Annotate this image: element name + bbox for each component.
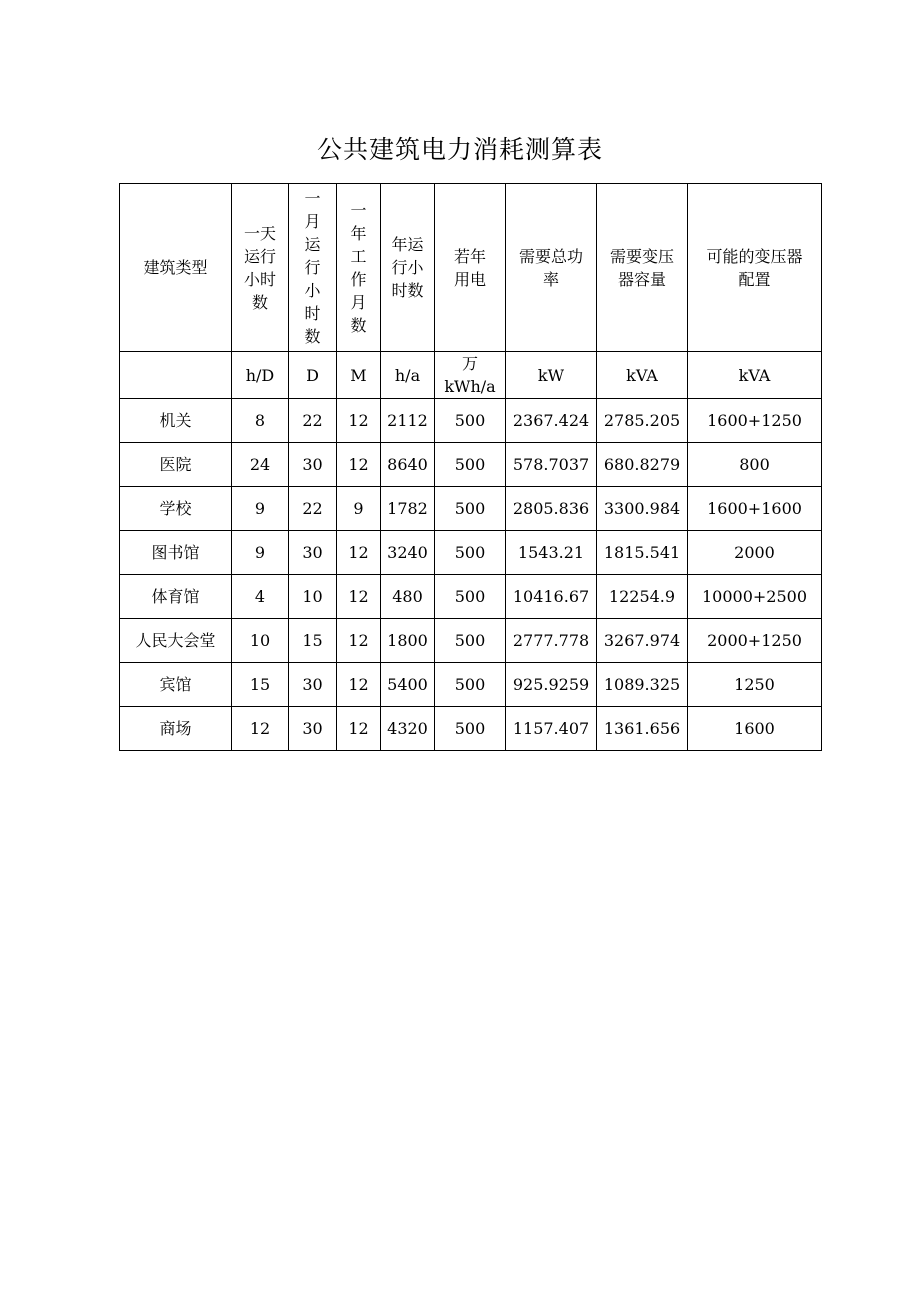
unit-yearly-hours: h/a: [381, 352, 435, 399]
cell-transformer-capacity: 680.8279: [597, 443, 688, 487]
header-transformer-config: 可能的变压器 配置: [688, 184, 822, 352]
cell-building-type: 宾馆: [120, 663, 232, 707]
cell-transformer-capacity: 2785.205: [597, 399, 688, 443]
cell-monthly-days: 30: [289, 531, 337, 575]
header-yearly-hours: 年运 行小 时数: [381, 184, 435, 352]
cell-annual-energy: 500: [435, 619, 506, 663]
cell-total-power: 1543.21: [506, 531, 597, 575]
unit-monthly-days: D: [289, 352, 337, 399]
cell-yearly-months: 12: [337, 707, 381, 751]
cell-yearly-months: 12: [337, 399, 381, 443]
header-daily-hours: 一天 运行 小时 数: [232, 184, 289, 352]
cell-annual-energy: 500: [435, 443, 506, 487]
unit-row: [120, 352, 822, 399]
header-monthly-days: 一 月 运 行 小 时 数: [289, 184, 337, 352]
table-row: [120, 707, 822, 751]
cell-building-type: 体育馆: [120, 575, 232, 619]
cell-transformer-capacity: 3267.974: [597, 619, 688, 663]
cell-monthly-days: 30: [289, 707, 337, 751]
unit-building-type: [120, 352, 232, 399]
cell-daily-hours: 8: [232, 399, 289, 443]
cell-monthly-days: 15: [289, 619, 337, 663]
cell-yearly-months: 12: [337, 663, 381, 707]
cell-transformer-config: 1250: [688, 663, 822, 707]
unit-daily-hours: h/D: [232, 352, 289, 399]
cell-transformer-capacity: 1361.656: [597, 707, 688, 751]
cell-building-type: 医院: [120, 443, 232, 487]
cell-total-power: 925.9259: [506, 663, 597, 707]
cell-daily-hours: 10: [232, 619, 289, 663]
cell-annual-energy: 500: [435, 487, 506, 531]
cell-daily-hours: 9: [232, 531, 289, 575]
cell-yearly-hours: 5400: [381, 663, 435, 707]
cell-monthly-days: 22: [289, 487, 337, 531]
cell-daily-hours: 4: [232, 575, 289, 619]
table-row: [120, 575, 822, 619]
cell-yearly-hours: 480: [381, 575, 435, 619]
cell-total-power: 2777.778: [506, 619, 597, 663]
cell-yearly-hours: 8640: [381, 443, 435, 487]
cell-transformer-capacity: 1089.325: [597, 663, 688, 707]
cell-total-power: 578.7037: [506, 443, 597, 487]
cell-annual-energy: 500: [435, 575, 506, 619]
table-row: [120, 443, 822, 487]
cell-transformer-config: 1600: [688, 707, 822, 751]
cell-annual-energy: 500: [435, 663, 506, 707]
cell-total-power: 10416.67: [506, 575, 597, 619]
table-row: [120, 663, 822, 707]
cell-transformer-config: 800: [688, 443, 822, 487]
cell-annual-energy: 500: [435, 707, 506, 751]
cell-yearly-months: 12: [337, 531, 381, 575]
header-row: [120, 184, 822, 352]
cell-transformer-capacity: 3300.984: [597, 487, 688, 531]
cell-daily-hours: 12: [232, 707, 289, 751]
cell-building-type: 商场: [120, 707, 232, 751]
unit-yearly-months: M: [337, 352, 381, 399]
cell-total-power: 2367.424: [506, 399, 597, 443]
table-row: [120, 487, 822, 531]
table-row: [120, 619, 822, 663]
cell-monthly-days: 10: [289, 575, 337, 619]
cell-annual-energy: 500: [435, 531, 506, 575]
header-yearly-months: 一 年 工 作 月 数: [337, 184, 381, 352]
cell-yearly-hours: 4320: [381, 707, 435, 751]
cell-monthly-days: 22: [289, 399, 337, 443]
cell-yearly-months: 12: [337, 575, 381, 619]
power-consumption-table: [119, 183, 822, 751]
cell-building-type: 人民大会堂: [120, 619, 232, 663]
unit-total-power: kW: [506, 352, 597, 399]
cell-transformer-config: 1600+1600: [688, 487, 822, 531]
cell-yearly-hours: 1800: [381, 619, 435, 663]
header-annual-energy: 若年 用电: [435, 184, 506, 352]
table-row: [120, 531, 822, 575]
cell-building-type: 图书馆: [120, 531, 232, 575]
cell-monthly-days: 30: [289, 663, 337, 707]
cell-yearly-months: 9: [337, 487, 381, 531]
cell-transformer-capacity: 1815.541: [597, 531, 688, 575]
cell-transformer-config: 2000+1250: [688, 619, 822, 663]
cell-yearly-months: 12: [337, 443, 381, 487]
cell-daily-hours: 9: [232, 487, 289, 531]
cell-transformer-config: 10000+2500: [688, 575, 822, 619]
cell-total-power: 2805.836: [506, 487, 597, 531]
unit-transformer-config: kVA: [688, 352, 822, 399]
cell-daily-hours: 24: [232, 443, 289, 487]
cell-transformer-config: 2000: [688, 531, 822, 575]
cell-building-type: 机关: [120, 399, 232, 443]
unit-transformer-capacity: kVA: [597, 352, 688, 399]
header-building-type: 建筑类型: [120, 184, 232, 352]
header-transformer-capacity: 需要变压 器容量: [597, 184, 688, 352]
unit-annual-energy: 万 kWh/a: [435, 352, 506, 399]
table-row: [120, 399, 822, 443]
cell-yearly-hours: 1782: [381, 487, 435, 531]
cell-transformer-config: 1600+1250: [688, 399, 822, 443]
cell-transformer-capacity: 12254.9: [597, 575, 688, 619]
cell-yearly-hours: 3240: [381, 531, 435, 575]
header-total-power: 需要总功 率: [506, 184, 597, 352]
cell-yearly-months: 12: [337, 619, 381, 663]
cell-building-type: 学校: [120, 487, 232, 531]
cell-yearly-hours: 2112: [381, 399, 435, 443]
cell-annual-energy: 500: [435, 399, 506, 443]
cell-total-power: 1157.407: [506, 707, 597, 751]
cell-monthly-days: 30: [289, 443, 337, 487]
cell-daily-hours: 15: [232, 663, 289, 707]
page-title: 公共建筑电力消耗测算表: [316, 135, 603, 164]
